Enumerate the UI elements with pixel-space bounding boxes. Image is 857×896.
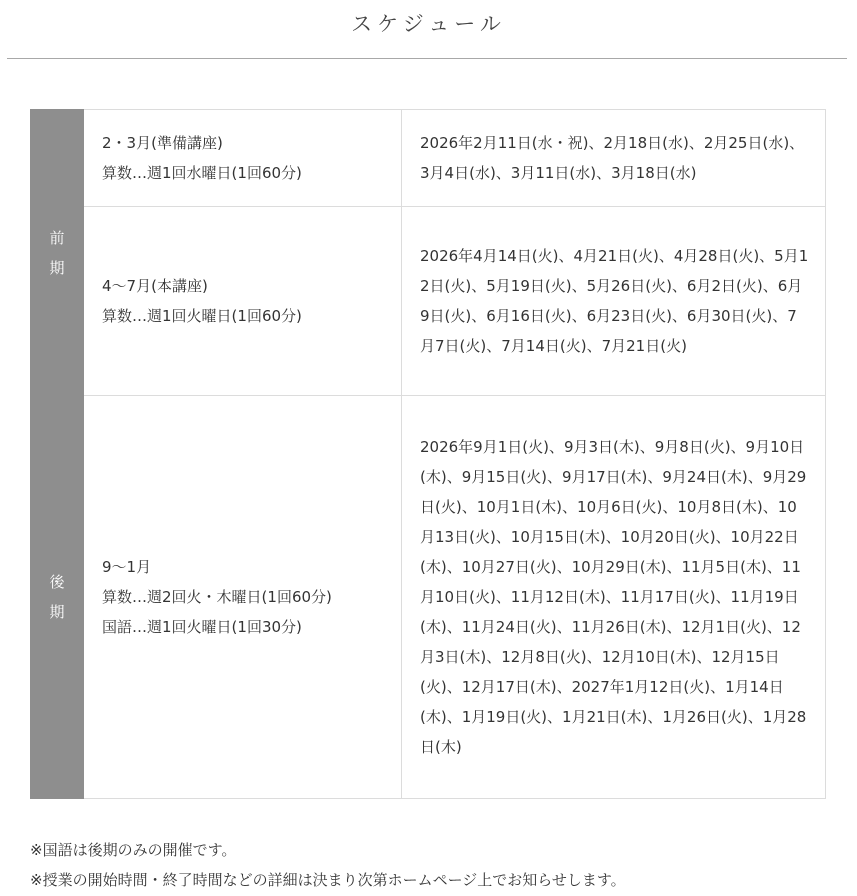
course-cell [84,110,402,207]
term-label-second-half [31,396,84,799]
note-text: ※授業の開始時間・終了時間などの詳細は決まり次第ホームページ上でお知らせします。 [30,871,626,889]
dates-cell: 2026年2月11日(水・祝)、2月18日(水)、2月25日(水)、3月4日(水)、3月11日(水)、3月18日(水) [402,110,826,207]
notes [30,835,840,895]
course-detail: 算数…週1回火曜日(1回60分) [102,307,302,325]
course-cell [84,396,402,799]
course-cell [84,207,402,396]
table-row [31,207,826,396]
term-label-char: 後 [49,573,65,591]
term-label-char: 期 [49,258,65,277]
course-period: 4〜7月(本講座) [102,277,208,295]
course-detail: 算数…週1回水曜日(1回60分) [102,164,302,182]
note-text: ※国語は後期のみの開催です。 [30,841,237,859]
course-detail: 算数…週2回火・木曜日(1回60分) [102,588,332,606]
course-period: 2・3月(準備講座) [102,134,223,152]
table-row [31,396,826,799]
dates-cell: 2026年9月1日(火)、9月3日(木)、9月8日(火)、9月10日(木)、9月15日(火)、9月17日(木)、9月24日(木)、9月29日(火)、10月1日(木)、10月6日(火)、10月8日(木)、10月13日(火)、10月15日(木)、10月20日(火)、10月22日(木)、10月27日(火)、10月29日(木)、11月5日(木)、11月10日(火)、11月12日(木)、11月17日(火)、11月19日(木)、11月24日(火)、11月26日(木)、12月1日(火)、12月3日(木)、12月8日(火)、12月10日(木)、12月15日(火)、12月17日(木)、2027年1月12日(火)、1月14日(木)、1月19日(火)、1月21日(木)、1月26日(火)、1月28日(木) [402,396,826,799]
term-label-first-half [31,110,84,396]
course-detail: 国語…週1回火曜日(1回30分) [102,618,302,636]
term-label-char: 期 [49,603,65,621]
page-title: スケジュール [351,12,506,36]
schedule-table [30,109,826,799]
course-period: 9〜1月 [102,558,152,576]
term-label-char: 前 [49,228,65,247]
table-row [31,110,826,207]
title-divider [7,58,847,59]
dates-cell: 2026年4月14日(火)、4月21日(火)、4月28日(火)、5月12日(火)、5月19日(火)、5月26日(火)、6月2日(火)、6月9日(火)、6月16日(火)、6月23日(火)、6月30日(火)、7月7日(火)、7月14日(火)、7月21日(火) [402,207,826,396]
